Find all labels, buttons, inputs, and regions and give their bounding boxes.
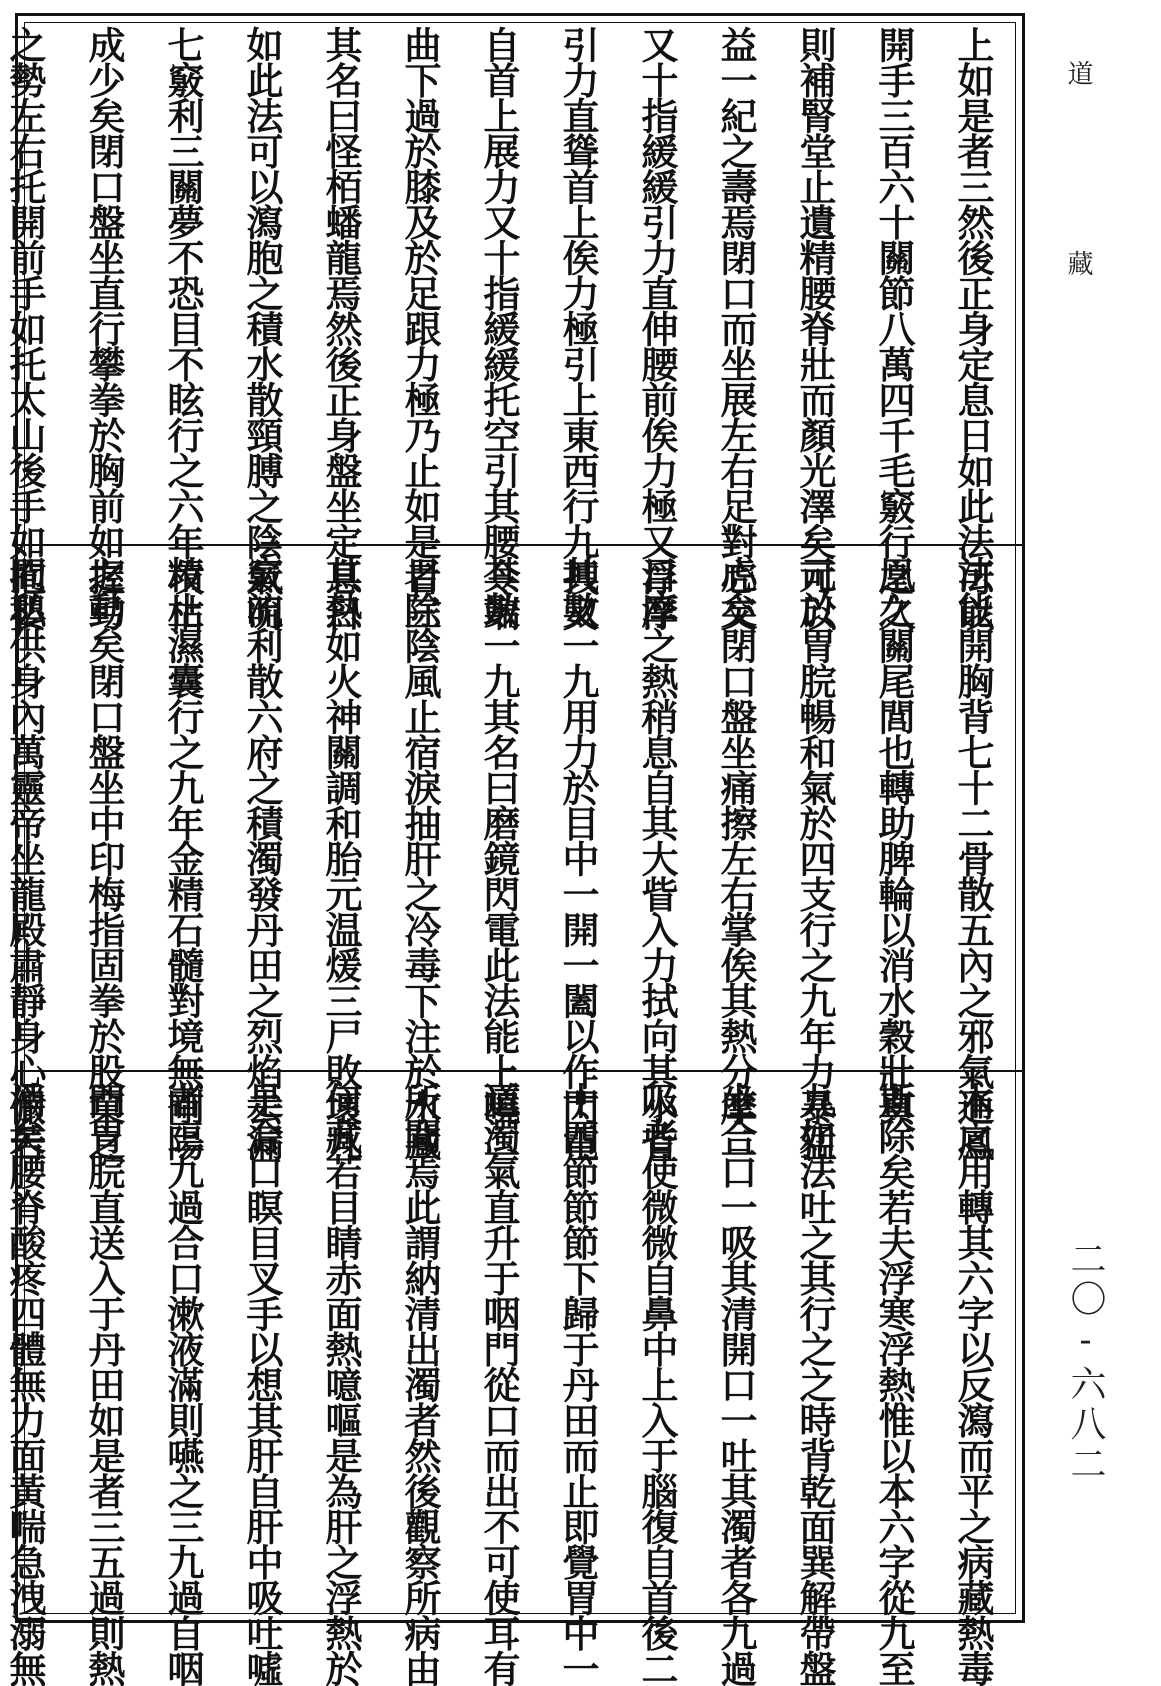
text-column: 其數一九用力於目中一開一闔以作閃電 [556,556,600,1160]
text-column: 木之用轉其六字以反瀉而平之病藏熱毒 [951,1082,995,1686]
text-column: 法能開胸背七十二骨散五內之邪氣通鳳 [951,556,995,1160]
text-column: 則補腎堂止遺精腰脊壯而顏光澤矣可以 [793,26,837,630]
text-column: 目摩之熱稍息自其大眥入力拭向其小眥 [635,556,679,1160]
text-column: 七竅利三關夢不恐目不眩行之六年攻枯 [161,26,205,630]
text-column: 自首上展力又十指緩緩托空引其腰令端 [477,26,521,630]
text-column: 其數一九其名曰磨鏡閃電此法能上曉二 [477,556,521,1160]
text-column: 何藏若目睛赤面熱噫嘔是為肝之浮熱於 [319,1082,363,1686]
text-column: 所聞焉此謂納清出濁者然後觀察所病由 [398,1082,442,1686]
text-column: 如此法可以瀉胞之積水散頸膊之陰氣明 [240,26,284,630]
text-column: 九如法吐之其行之之時背乾面巽解帶盤 [793,1082,837,1686]
text-column: 益一紀之壽焉閉口而坐展左右足對心交 [714,26,758,630]
text-column: 虎矣閉口盤坐痛擦左右掌俟其熱分摩二 [714,556,758,1160]
text-column: 之動矣閉口盤坐中印梅指固拳於股窠之 [82,556,126,1160]
text-column: 目除陰風止宿淚抽肝之冷毒下注於水藏 [398,556,442,1160]
text-column: 是合口瞑目叉手以想其肝自肝中吸吐噓 [240,1082,284,1686]
text-column: 引力直聳首上俟力極引上東西行九拽又 [556,26,600,630]
text-column: 精止濕囊行之九年金精石髓對境無剛陽 [161,556,205,1160]
text-panel-1 [3,26,1012,630]
text-column: 其名曰怪栢蟠龍焉然後正身盤坐定息日 [319,26,363,630]
text-column: 消矣腰脊酸疼四體無力面黃喘急洩溺無 [3,1082,47,1686]
text-column: 間私供身內萬靈帝坐龍殿肅靜身心儼若 [3,556,47,1160]
text-column: 道濁氣直升于咽門從口而出不可使耳有 [477,1082,521,1686]
text-column: 吸者使微微自鼻中上入于腦復自首後二 [635,1082,679,1686]
text-column: 門胃脘直送入于丹田如是者三五過則熱 [82,1082,126,1686]
text-column: 十四節節節下歸于丹田而止即覺胃中一 [556,1082,600,1686]
text-column: 凰之關尾閭也轉助脾輪以消水穀壯真 [872,556,916,1124]
text-column: 又十指緩緩引力直伸腰前俟力極又浮浮 [635,26,679,630]
margin-volume: 藏 [1063,250,1093,276]
text-panel-3 [3,1082,1012,1686]
text-column: 斯除矣若夫浮寒浮熱惟以本六字從九至 [872,1082,916,1686]
text-column: 開手三百六十關節八萬四千毛竅行之久 [872,26,916,630]
text-column: 成少矣閉口盤坐直行攀拳於胸前如握弓 [82,26,126,630]
text-column: 之勢左右托開前手如托太山後手如抱嬰 [3,26,47,630]
text-column: 竅流利散六府之積濁發丹田之烈焰去漏 [240,556,284,1160]
text-column: 其熱如火神關調和胎元温煖三尸敗壞九 [319,556,363,1160]
text-column: 上如是者三然後正身定息日如此法可以 [951,26,995,630]
text-column: 元於胃脘暢和氣於四支行之九年力暴猛 [793,556,837,1160]
text-column: 坐合口一吸其清開口一吐其濁者各九過 [714,1082,758,1686]
page-frame [3,13,1025,1686]
margin-title: 道 [1063,60,1093,96]
text-column: 曲下過於膝及於足跟力極乃止如是者三 [398,26,442,630]
text-column: 者三九過合口漱液滿則嚥之三九過自咽 [161,1082,205,1686]
margin-page-number: 二〇-六八二 [1065,1240,1106,1485]
text-panel-2 [3,556,1012,1160]
